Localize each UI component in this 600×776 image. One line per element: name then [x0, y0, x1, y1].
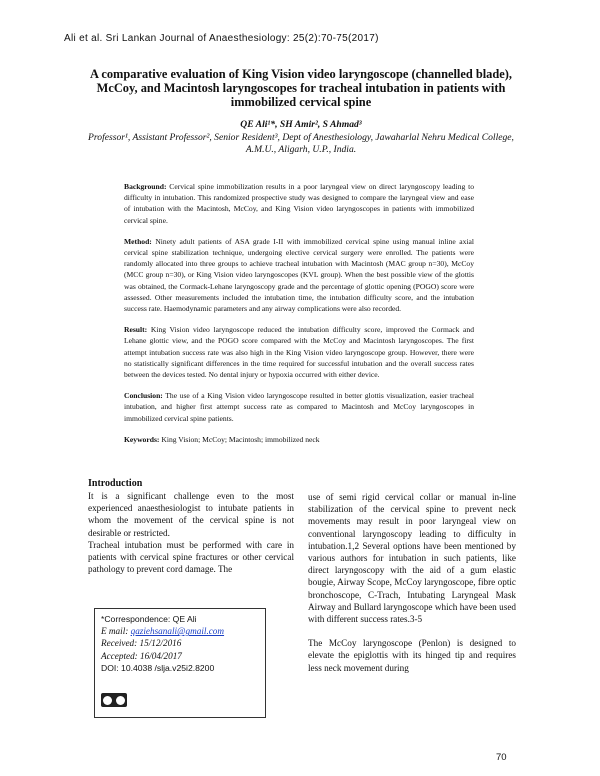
keywords-label: Keywords:	[124, 434, 160, 444]
method-text: Ninety adult patients of ASA grade I-II with immobilized cervical spine using manual inline axial cervical spine stabilization technique, undergoing elective cervical surgery were enrolled. The patients were randomly allocated into three groups to achieve tracheal intubation with Macintosh (MAC group n=30), McCoy (MCC group n=30), or King Vision video laryngoscopes (KVL group). When the best possible view of the glottis was obtained, the Cormack-Lehane laryngoscopy grade and the percentage of glottic opening (POGO) score were assessed. Other measurements included the intubation time, the intubation difficulty score, and the intubation success rate. Haemodynamic parameters and any airway complications were also recorded.	[124, 236, 474, 314]
abstract-result	[124, 324, 474, 380]
received-date: Received: 15/12/2016	[101, 638, 182, 649]
author-affiliation: Professor¹, Assistant Professor², Senior Resident³, Dept of Anesthesiology, Jawaharlal Nehru Medical College, A.M.U., Aligarh, U.P., India.	[88, 131, 514, 155]
author-names: QE Ali¹*, SH Amir², S Ahmad³	[240, 119, 362, 130]
result-text: King Vision video laryngoscope reduced the intubation difficulty score, improved the Cormack and Lehane glottic view, and the POGO score compared with the McCoy and Macintosh laryngoscopes. The first attempt intubation success rate was also high in the King Vision video laryngoscope group. However, there were no statistically significant differences in the time required for successful intubation and the overall success rates between the devices tested. No dental injury or hypoxia occurred with either device.	[124, 325, 474, 380]
background-label: Background:	[124, 182, 167, 191]
keywords-text: King Vision; McCoy; Macintosh; immobilized neck	[161, 434, 320, 444]
intro-paragraph-3: use of semi rigid cervical collar or manual in-line stabilization of the cervical spine to prevent neck movements may result in poor laryngeal view on conventional laryngoscopy leading to difficulty in intubation.1,2 Several options have been mentioned by various authors for intubation in such patients, like direct laryngoscopy with the aid of a gum elastic bougie, Airway Scope, McCoy laryngoscope, fibre optic bronchoscope, C-Trach, Intubating Laryngeal Mask Airway and Bullard laryngoscope which have been used with different success rates.3-5	[308, 492, 516, 625]
background-text: Cervical spine immobilization results in a poor laryngeal view on direct laryngoscopy leading to difficulty in intubation. This randomized prospective study was designed to compare the laryngeal view and ease of intubation with the Macintosh, McCoy, and King Vision video laryngoscopes in patients with immobilized cervical spine.	[124, 182, 474, 225]
abstract-keywords	[124, 434, 474, 445]
method-label: Method:	[124, 236, 152, 246]
email-label: E mail:	[101, 626, 129, 637]
creative-commons-icon	[101, 693, 127, 707]
conclusion-label: Conclusion:	[124, 391, 163, 401]
intro-paragraph-1: It is a significant challenge even to the most experienced anaesthesiologist to intubate patients in whom the movement of the cervical spine is not desirable or restricted.	[88, 491, 294, 538]
conclusion-text: The use of a King Vision video laryngoscope resulted in better glottis visualization, easier tracheal intubation, and higher first attempt success rate as compared to Macintosh and McCoy laryngoscopes in immobilized cervical spine patients.	[124, 391, 474, 423]
email-link[interactable]: qaziehsanali@gmail.com	[130, 626, 225, 637]
running-header: Ali et al. Sri Lankan Journal of Anaesthesiology: 25(2):70-75(2017)	[64, 33, 379, 44]
accepted-date: Accepted: 16/04/2017	[101, 650, 182, 661]
abstract	[124, 181, 474, 455]
abstract-background	[124, 181, 474, 226]
column-right	[308, 491, 516, 674]
intro-paragraph-2: Tracheal intubation must be performed with care in patients with cervical spine fractures or other cervical pathology to prevent cord damage. The	[88, 539, 294, 575]
author-block	[88, 119, 514, 157]
abstract-conclusion	[124, 390, 474, 424]
correspondence-label: *Correspondence: QE Ali	[101, 614, 197, 624]
email-line	[101, 625, 259, 637]
introduction-heading: Introduction	[88, 478, 143, 489]
doi: DOI: 10.4038 /slja.v25i2.8200	[101, 662, 215, 673]
abstract-method	[124, 236, 474, 314]
article-title: A comparative evaluation of King Vision video laryngoscope (channelled blade), McCoy, and Macintosh laryngoscopes for tracheal intubation in patients with immobilized cervical spine	[90, 67, 512, 109]
intro-paragraph-4: The McCoy laryngoscope (Penlon) is designed to elevate the epiglottis with its hinged tip and requires less neck movement during	[308, 638, 516, 673]
column-left	[88, 490, 294, 575]
result-label: Result:	[124, 325, 148, 335]
page-number: 70	[496, 752, 507, 763]
